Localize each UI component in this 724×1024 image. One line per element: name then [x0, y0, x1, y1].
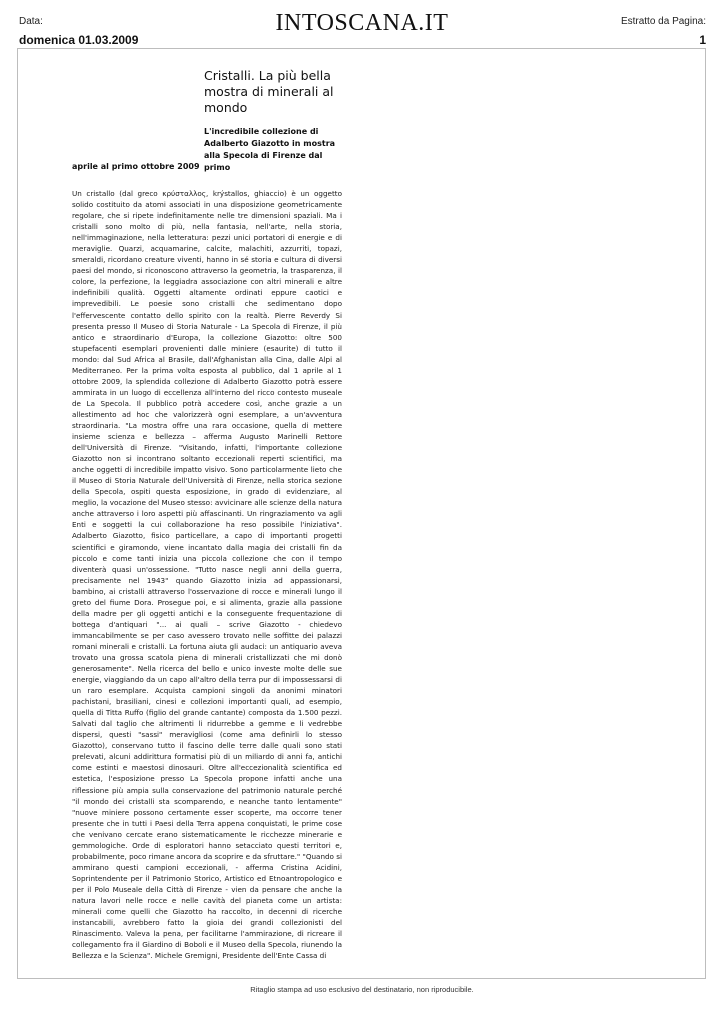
article-title: Cristalli. La più bella mostra di minerali al mondo: [204, 68, 334, 115]
date-label: Data:: [19, 16, 43, 27]
source-masthead: INTOSCANA.IT: [275, 10, 449, 36]
article-subtitle: L'incredibile collezione di Adalberto Giazotto in mostra alla Specola di Firenze dal primo: [204, 127, 336, 172]
page-label: Estratto da Pagina:: [620, 16, 706, 27]
article-body: Un cristallo (dal greco κρύσταλλος, krýstallos, ghiaccio) è un oggetto solido costituito da atomi associati in una disposizione geometricamente regolare, che si ripete indefinitamente nelle tre dimensioni spaziali. Ma i cristalli sono molto di più, nella fantasia, nell'arte, nella storia, nell'immaginazione, nella letteratura: pezzi unici portatori di energie e di meraviglie. Quarzi, acquamarine, calcite, malachiti, azzurriti, topazi, smeraldi, ricordano creature viventi, hanno in sé storia e cultura di diversi paesi del mondo, si riconoscono attraverso la geometria, la trasparenza, il colore, la perfezione, la leggiadra associazione con altri minerali e altre indefinibili qualità. Oggetti altamente ordinati eppure caotici e imprevedibili. Le poesie sono cristalli che sedimentano dopo l'effervescente contatto dello spirito con la realtà. Pierre Reverdy Si presenta presso Il Museo di Storia Naturale - La Specola di Firenze, il più antico e straordinario d'Europa, la collezione Giazotto: oltre 500 stupefacenti esemplari provenienti dalle miniere (esaurite) di tutto il mondo: dal Sud Africa al Brasile, dall'Afghanistan alla Cina, dalle Alpi al Mediterraneo. Per la prima volta esposta al pubblico, dal 1 aprile al 1 ottobre 2009, la splendida collezione di Adalberto Giazotto potrà essere ammirata in un luogo di eccellenza all'interno del ricco contesto museale de La Specola. Il pubblico potrà accedere così, anche grazie a un allestimento ad hoc che valorizzerà ogni esemplare, a un'avventura straordinaria. "La mostra offre una rara occasione, quella di mettere insieme scienza e bellezza – afferma Augusto Marinelli Rettore dell'Università di Firenze. "Visitando, infatti, l'importante collezione Giazotto non si incontrano soltanto eccezionali reperti scientifici, ma anche oggetti di incredibile impatto visivo. Sono particolarmente lieto che il Museo di Storia Naturale dell'Università di Firenze, nella storica sezione della Specola, ospiti questa esposizione, in grado di evidenziare, al meglio, la vocazione del Museo stesso: avvicinare alle scienze della natura anche attraverso i loro aspetti più affascinanti. Un ringraziamento va agli Enti e soggetti la cui collaborazione ha reso possibile l'iniziativa". Adalberto Giazotto, fisico particellare, a capo di importanti progetti scientifici e giramondo, viene incantato dalla magia dei cristalli fin da piccolo e come tanti inizia una piccola collezione che con il tempo diventerà quasi un'ossessione. "Tutto nasce negli anni della guerra, precisamente nel 1943" quando Giazotto inizia ad appassionarsi, bambino, ai cristalli attraverso l'osservazione di rocce e minerali lungo il greto del fiume Dora. Prosegue poi, e si alimenta, grazie alla passione della madre per gli oggetti antichi e la conseguente frequentazione di bottega d'antiquari "... ai quali – scrive Giazotto - chiedevo immancabilmente se per caso avessero trovato nelle soffitte dei palazzi romani minerali e cristalli. La fortuna aiuta gli audaci: un antiquario aveva trovato una grossa scatola piena di minerali cristallizzati che mi donò generosamente". Nella ricerca del bello e unico investe molte delle sue energie, viaggiando da un capo all'altro della terra pur di impossessarsi di un raro esemplare. Acquista campioni singoli da anonimi minatori pachistani, brasiliani, cinesi e collezioni importanti quali, ad esempio, quella di Titta Ruffo (figlio del grande cantante) composta da 1.500 pezzi. Salvati dal taglio che altrimenti li ridurrebbe a gemme e li vedrebbe dispersi, questi "sassi" meravigliosi (come ama definirli lo stesso Giazotto), conservano tutto il fascino delle terre dalle quali sono stati prelevati, alcuni addirittura formatisi più di un miliardo di anni fa, antichi come estinti e maestosi dinosauri. Oltre all'eccezionalità scientifica ed estetica, l'esposizione presso La Specola propone infatti anche una riflessione più ampia sulla conservazione del patrimonio naturale perché "il mondo dei cristalli sta scomparendo, e neanche tanto lentamente" "nuove miniere possono certamente esser scoperte, ma occorre tener presente che in tutti i Paesi della Terra appena conquistati, le prime cose che venivano cercate erano sistematicamente le ricchezze minerarie e gemmologiche. Orde di esploratori hanno setacciato questi territori e, probabilmente, poco rimane ancora da scoprire e da sfruttare." "Quando si ammirano questi campioni eccezionali, - afferma Cristina Acidini, Soprintendente per il Patrimonio Storico, Artistico ed Etnoantropologico e per il Polo Museale della Città di Firenze - vien da pensare che anche la natura lavori nelle rocce e nelle cavità del pianeta come un artista: minerali come quelli che Giazotto ha raccolto, in decenni di ricerche instancabili, avrebbero fatto la gioia dei grandi collezionisti del Rinascimento. Valeva la pena, per facilitarne l'ammirazione, di ricreare il collegamento fra il Giardino di Boboli e il Museo della Specola, riunendo la Bellezza e la Scienza". Michele Gremigni, Presidente dell'Ente Cassa di: [72, 189, 342, 961]
footer-disclaimer: Ritaglio stampa ad uso esclusivo del destinatario, non riproducibile.: [250, 985, 474, 994]
page-number: 1: [699, 33, 706, 47]
header-page-block: [621, 16, 706, 47]
date-value: domenica 01.03.2009: [19, 33, 139, 47]
article-subtitle-continued: aprile al primo ottobre 2009: [72, 162, 200, 171]
